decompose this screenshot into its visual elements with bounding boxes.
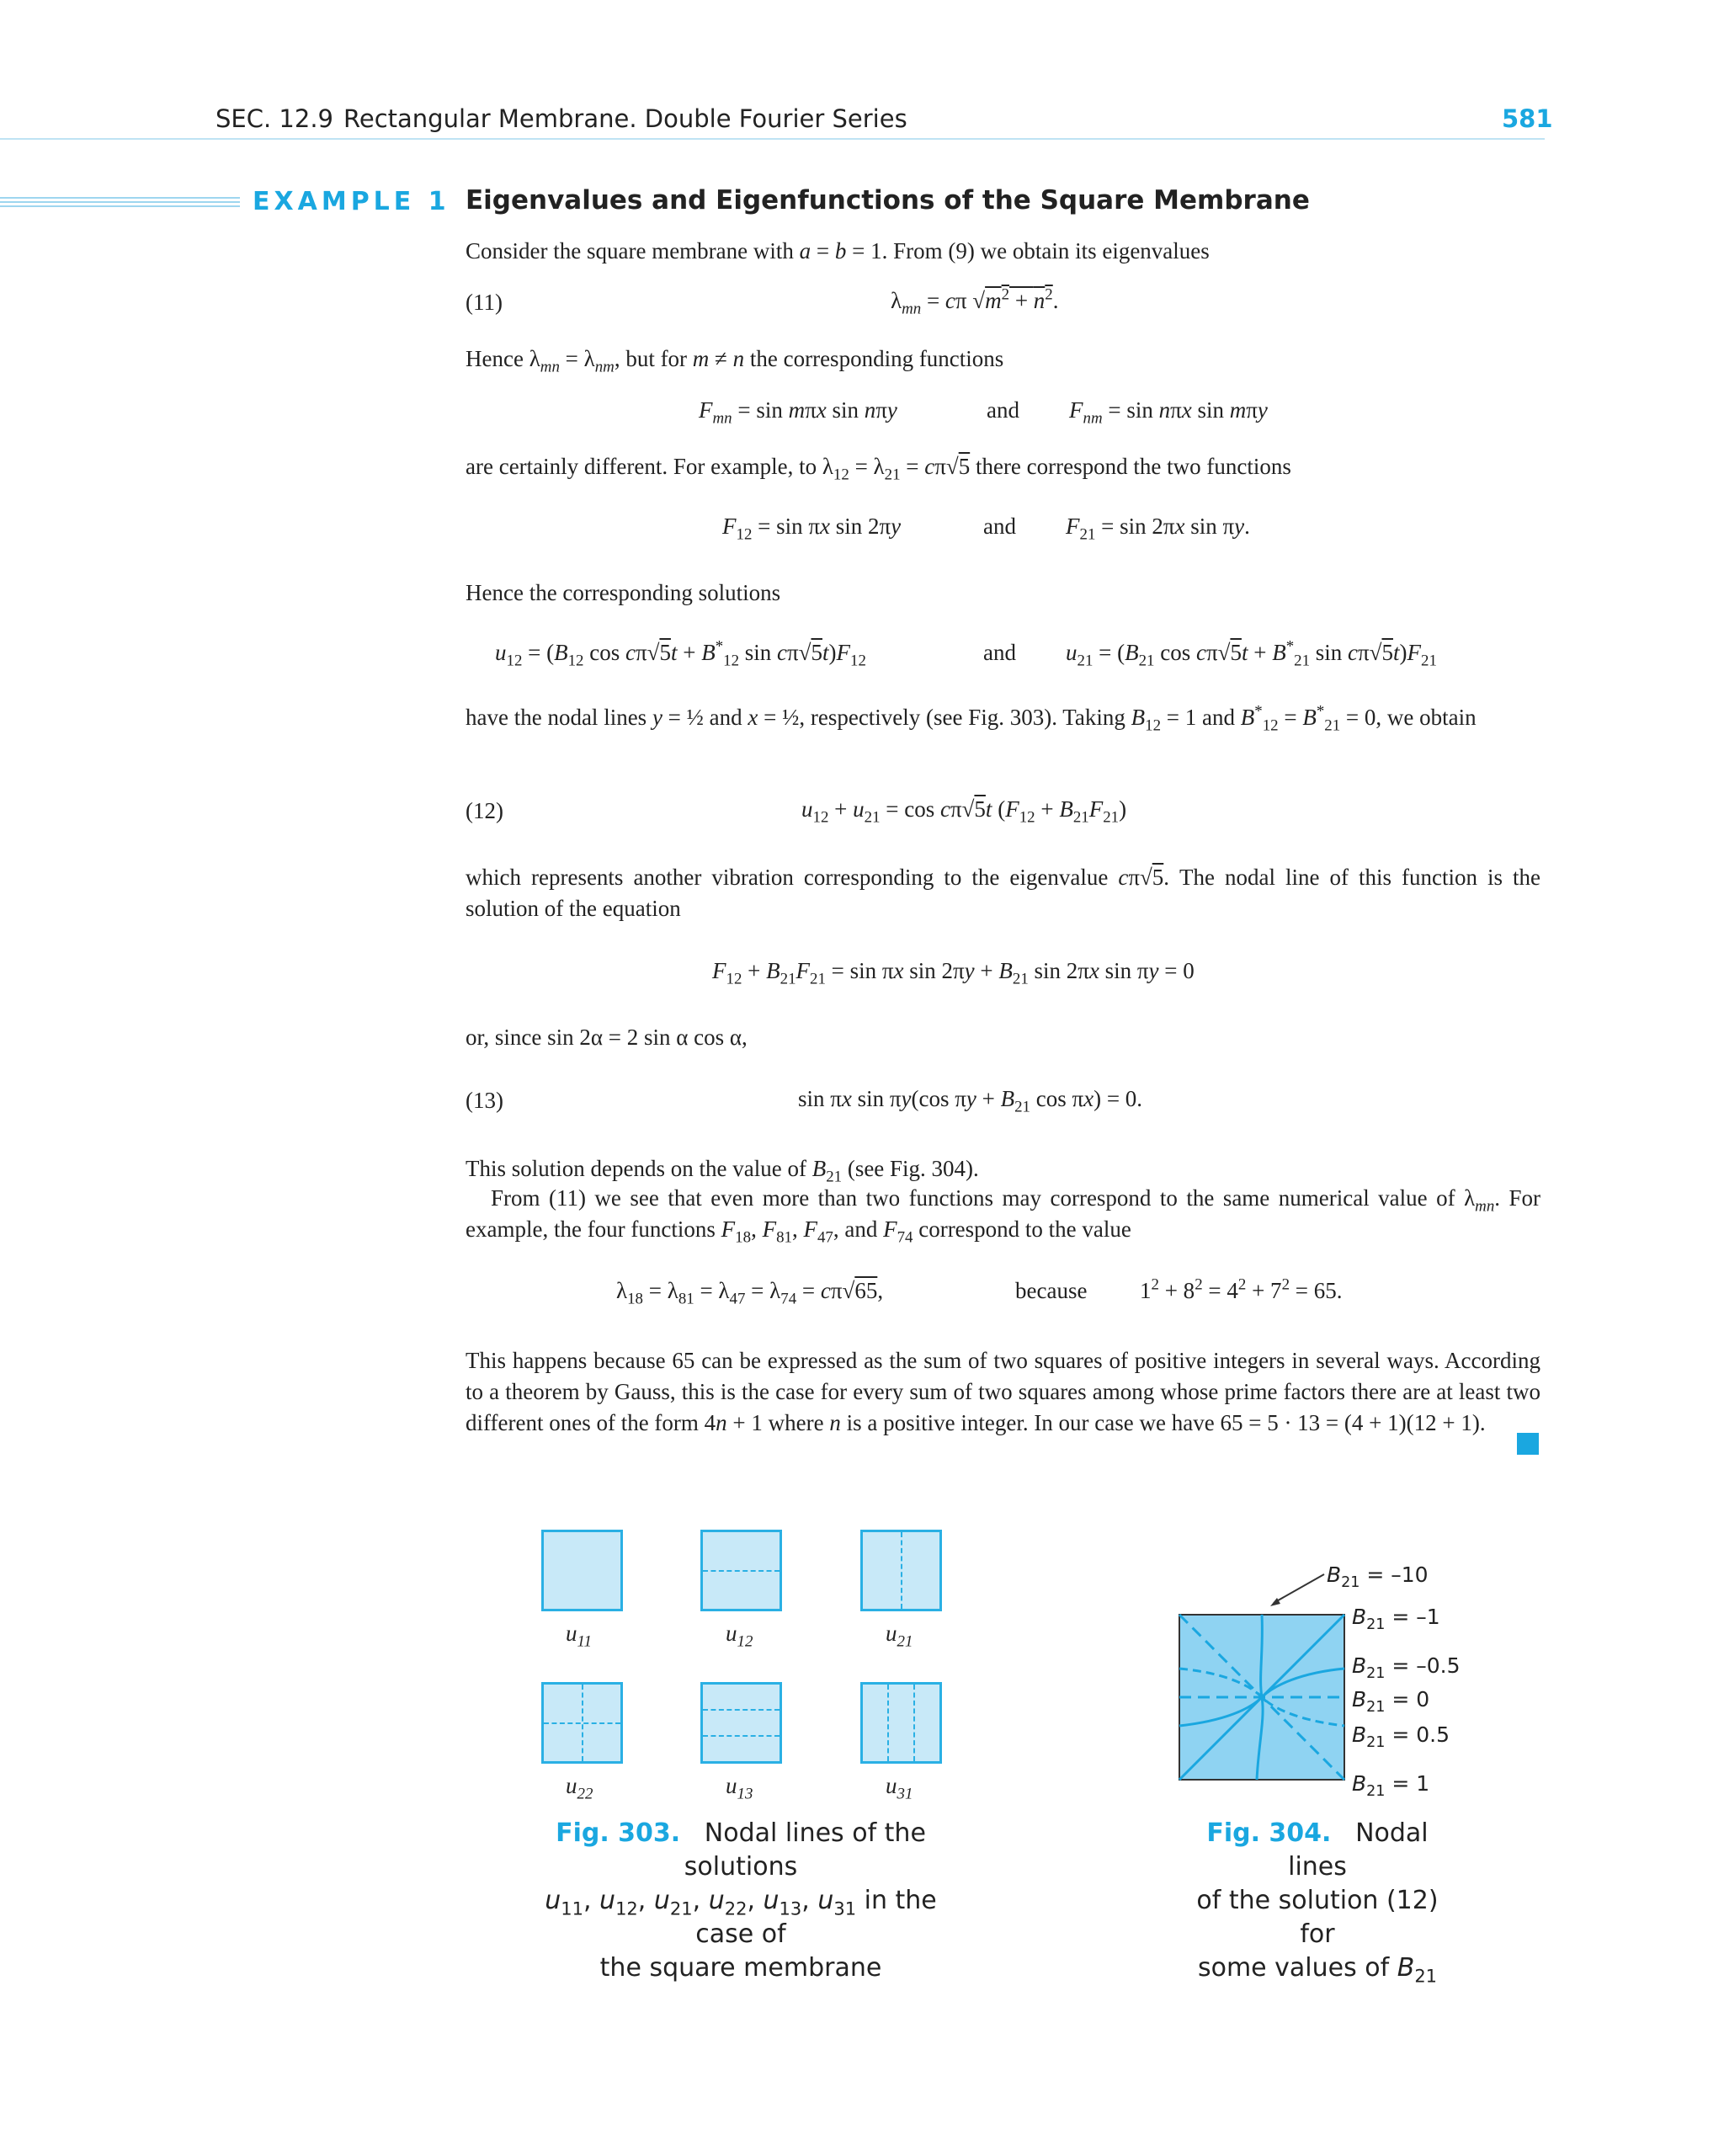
equation-lambda-65: $\lambda_{18} = \lambda_{81} = \lambda_{47} = \lambda_{74} = c\pi√65$, — [616, 1278, 884, 1308]
end-of-example-mark — [1517, 1433, 1539, 1455]
equation-number-13: (13) — [466, 1088, 503, 1113]
b-label-neg1: $B_{21} = -1$ — [1352, 1605, 1440, 1634]
b-label-05: $B_{21} = 0.5$ — [1352, 1722, 1450, 1752]
b-label-1: $B_{21} = 1$ — [1352, 1771, 1430, 1801]
paragraph-10: This happens because 65 can be expressed as the sum of two squares of positive integers in several ways. According to a theorem by Gauss, this is the case for every sum of two squares among whose prime factors there are at least two different ones of the form 4n + 1 where n is a positive integer. In our case we have 65 = 5 · 13 = (4 + 1)(12 + 1). — [466, 1348, 1540, 1435]
paragraph-5: have the nodal lines y = ½ and x = ½, respectively (see Fig. 303). Taking $B_{12} = 1$ and $B^*_{12} = B^*_{21} = 0$, we obtain — [466, 702, 1477, 735]
square-u11 — [541, 1530, 623, 1611]
paragraph-6: which represents another vibration corresponding to the eigenvalue cπ√5. The nodal line of this function is the solution of the equation — [466, 865, 1540, 921]
section-number: SEC. 12.9 — [216, 104, 333, 133]
equation-13: sin πx sin πy(cos $\pi y + B_{21}$ cos πx) = 0. — [798, 1086, 1143, 1116]
label-u22: $u_{22}$ — [566, 1773, 593, 1803]
paragraph-8: This solution depends on the value of $B_{21}$ (see Fig. 304). — [466, 1156, 979, 1186]
equation-fmn: $F_{mn} = \sin m\pi x$ sin nπy — [699, 397, 897, 428]
paragraph-9: From (11) we see that even more than two functions may correspond to the same numerical value of $\lambda_{mn}$. For example, the four functions $F_{18}$, $F_{81}$, $F_{47}$, and $F_{74}$ correspond to the value — [466, 1185, 1540, 1247]
fig304-diagram — [1174, 1559, 1355, 1786]
label-u11: $u_{11}$ — [566, 1621, 592, 1651]
and-1: and — [987, 397, 1019, 423]
equation-u21: $u_{21} = (B_{21}$ $\cos c\pi√5t + B^*_{21}$ $\sin c\pi√5t)F_{21}$ — [1066, 637, 1437, 670]
b-label-0: $B_{21} = 0$ — [1352, 1687, 1430, 1717]
paragraph-3: are certainly different. For example, to $\lambda_{12} = \lambda_{21} = c\pi√5$ there correspond the two functions — [466, 454, 1291, 484]
and-3: and — [983, 640, 1016, 665]
equation-nodal: $F_{12} + B_{21}F_{21} = \sin \pi x$ $\sin 2\pi y + B_{21}$ sin 2πx sin πy = 0 — [712, 958, 1195, 988]
b-label-neg10: $B_{21} = -10$ — [1327, 1562, 1429, 1592]
label-u21: $u_{21}$ — [886, 1621, 913, 1651]
square-u21 — [860, 1530, 942, 1611]
square-u13 — [700, 1682, 782, 1764]
equation-number-11: (11) — [466, 290, 503, 315]
paragraph-1: Consider the square membrane with a = b = 1. From (9) we obtain its eigenvalues — [466, 238, 1210, 264]
b-label-neg05: $B_{21} = -0.5$ — [1352, 1653, 1461, 1683]
header-rule — [0, 138, 1545, 140]
example-rules — [0, 197, 240, 209]
arrow-line — [1274, 1574, 1324, 1603]
example-title: Eigenvalues and Eigenfunctions of the Square Membrane — [466, 185, 1310, 216]
fig303-caption: Fig. 303. Nodal lines of the solutions $u_{11}$, $u_{12}$, $u_{21}$, $u_{22}$, $u_{13}$, $u_{31}$ in the case of the square membrane — [545, 1818, 937, 1983]
and-2: and — [983, 514, 1016, 539]
square-u31 — [860, 1682, 942, 1764]
equation-fnm: $F_{nm} = \sin n\pi x$ sin mπy — [1069, 397, 1268, 428]
paragraph-4: Hence the corresponding solutions — [466, 580, 781, 605]
equation-12: $u_{12} + u_{21} = \cos c\pi√5t$ $(F_{12} + B_{21}F_{21})$ — [801, 796, 1127, 827]
example-label: EXAMPLE 1 — [253, 187, 450, 216]
paragraph-7: or, since sin 2α = 2 sin α cos α, — [466, 1025, 748, 1050]
page-number: 581 — [1502, 104, 1553, 133]
label-u31: $u_{31}$ — [886, 1773, 913, 1803]
equation-11: $\lambda_{mn} = c\pi$ $√m^2 + n^2$. — [891, 285, 1059, 318]
equation-65: $1^2 + 8^2 = 4^2 + 7^2 = 65$. — [1140, 1275, 1343, 1303]
equation-f12: $F_{12} = \sin \pi x$ sin 2πy — [722, 514, 902, 544]
because: because — [1015, 1278, 1088, 1303]
paragraph-2: Hence $\lambda_{mn} = \lambda_{nm}$, but for m ≠ n the corresponding functions — [466, 346, 1004, 376]
fig303-number: Fig. 303. — [556, 1818, 681, 1848]
equation-number-12: (12) — [466, 798, 503, 823]
fig304-number: Fig. 304. — [1206, 1818, 1332, 1848]
label-u13: $u_{13}$ — [726, 1773, 753, 1803]
label-u12: $u_{12}$ — [726, 1621, 753, 1651]
square-u22 — [541, 1682, 623, 1764]
running-title: Rectangular Membrane. Double Fourier Series — [343, 104, 907, 133]
fig304-caption: Fig. 304. Nodal lines of the solution (12) for some values of $B_{21}$ — [1196, 1818, 1439, 1987]
equation-u12: $u_{12} = (B_{12}$ $\cos c\pi√5t + B^*_{12}$ $\sin c\pi√5t)F_{12}$ — [495, 637, 866, 670]
square-u12 — [700, 1530, 782, 1611]
equation-f21: $F_{21} = \sin 2\pi x$ sin πy. — [1066, 514, 1250, 544]
